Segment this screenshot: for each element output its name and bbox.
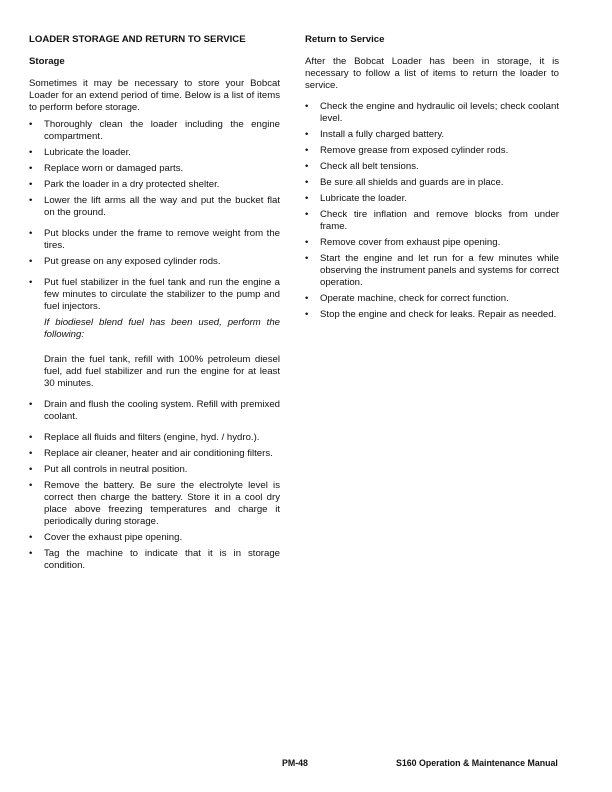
list-item: • Replace all fluids and filters (engine, hyd. / hydro.).	[29, 432, 280, 444]
manual-title: S160 Operation & Maintenance Manual	[396, 758, 558, 768]
storage-list-2	[29, 228, 280, 268]
list-item: • Stop the engine and check for leaks. Repair as needed.	[305, 309, 559, 321]
list-item: • Cover the exhaust pipe opening.	[29, 532, 280, 544]
return-list	[305, 101, 559, 321]
return-heading: Return to Service	[305, 34, 385, 45]
list-item: • Be sure all shields and guards are in place.	[305, 177, 559, 189]
list-item	[29, 277, 280, 390]
list-item: • Remove the battery. Be sure the electrolyte level is correct then charge the battery. Store it in a cool dry place above freezing temperatures and charge it periodically during storage.	[29, 480, 280, 528]
list-item: • Remove cover from exhaust pipe opening.	[305, 237, 559, 249]
list-item: • Lubricate the loader.	[29, 147, 280, 159]
list-item: • Check tire inflation and remove blocks from under frame.	[305, 209, 559, 233]
list-item: • Put grease on any exposed cylinder rods.	[29, 256, 280, 268]
list-item: • Start the engine and let run for a few minutes while observing the instrument panels and systems for correct operation.	[305, 253, 559, 289]
list-item: • Park the loader in a dry protected shelter.	[29, 179, 280, 191]
fuel-item-text: Put fuel stabilizer in the fuel tank and run the engine a few minutes to circulate the stabilizer to the pump and fuel injectors.	[44, 277, 280, 312]
page-number: PM-48	[282, 758, 308, 768]
storage-list-1	[29, 119, 280, 219]
biodiesel-note: If biodiesel blend fuel has been used, perform the following:	[44, 317, 280, 340]
storage-subheading: Storage	[29, 56, 65, 67]
list-item: • Remove grease from exposed cylinder rods.	[305, 145, 559, 157]
list-item: • Drain and flush the cooling system. Refill with premixed coolant.	[29, 399, 280, 423]
list-item: • Install a fully charged battery.	[305, 129, 559, 141]
list-item: • Put all controls in neutral position.	[29, 464, 280, 476]
left-column	[29, 34, 280, 576]
right-column	[305, 34, 559, 325]
list-item: • Put blocks under the frame to remove weight from the tires.	[29, 228, 280, 252]
list-item: • Lower the lift arms all the way and put the bucket flat on the ground.	[29, 195, 280, 219]
return-intro: After the Bobcat Loader has been in storage, it is necessary to follow a list of items to return the loader to service.	[305, 56, 559, 91]
storage-list-4	[29, 432, 280, 572]
list-item: • Lubricate the loader.	[305, 193, 559, 205]
list-item: • Operate machine, check for correct function.	[305, 293, 559, 305]
list-item: • Thoroughly clean the loader including the engine compartment.	[29, 119, 280, 143]
list-item: • Tag the machine to indicate that it is in storage condition.	[29, 548, 280, 572]
storage-list-fuel	[29, 277, 280, 390]
list-item: • Check all belt tensions.	[305, 161, 559, 173]
section-heading: LOADER STORAGE AND RETURN TO SERVICE	[29, 34, 246, 45]
list-item: • Check the engine and hydraulic oil levels; check coolant level.	[305, 101, 559, 125]
list-item: • Replace worn or damaged parts.	[29, 163, 280, 175]
list-item: • Replace air cleaner, heater and air conditioning filters.	[29, 448, 280, 460]
storage-intro: Sometimes it may be necessary to store your Bobcat Loader for an extend period of time. Below is a list of items to perform before storage.	[29, 78, 280, 113]
drain-fuel-text: Drain the fuel tank, refill with 100% petroleum diesel fuel, add fuel stabilizer and run the engine for at least 30 minutes.	[44, 354, 280, 389]
storage-list-3	[29, 399, 280, 423]
